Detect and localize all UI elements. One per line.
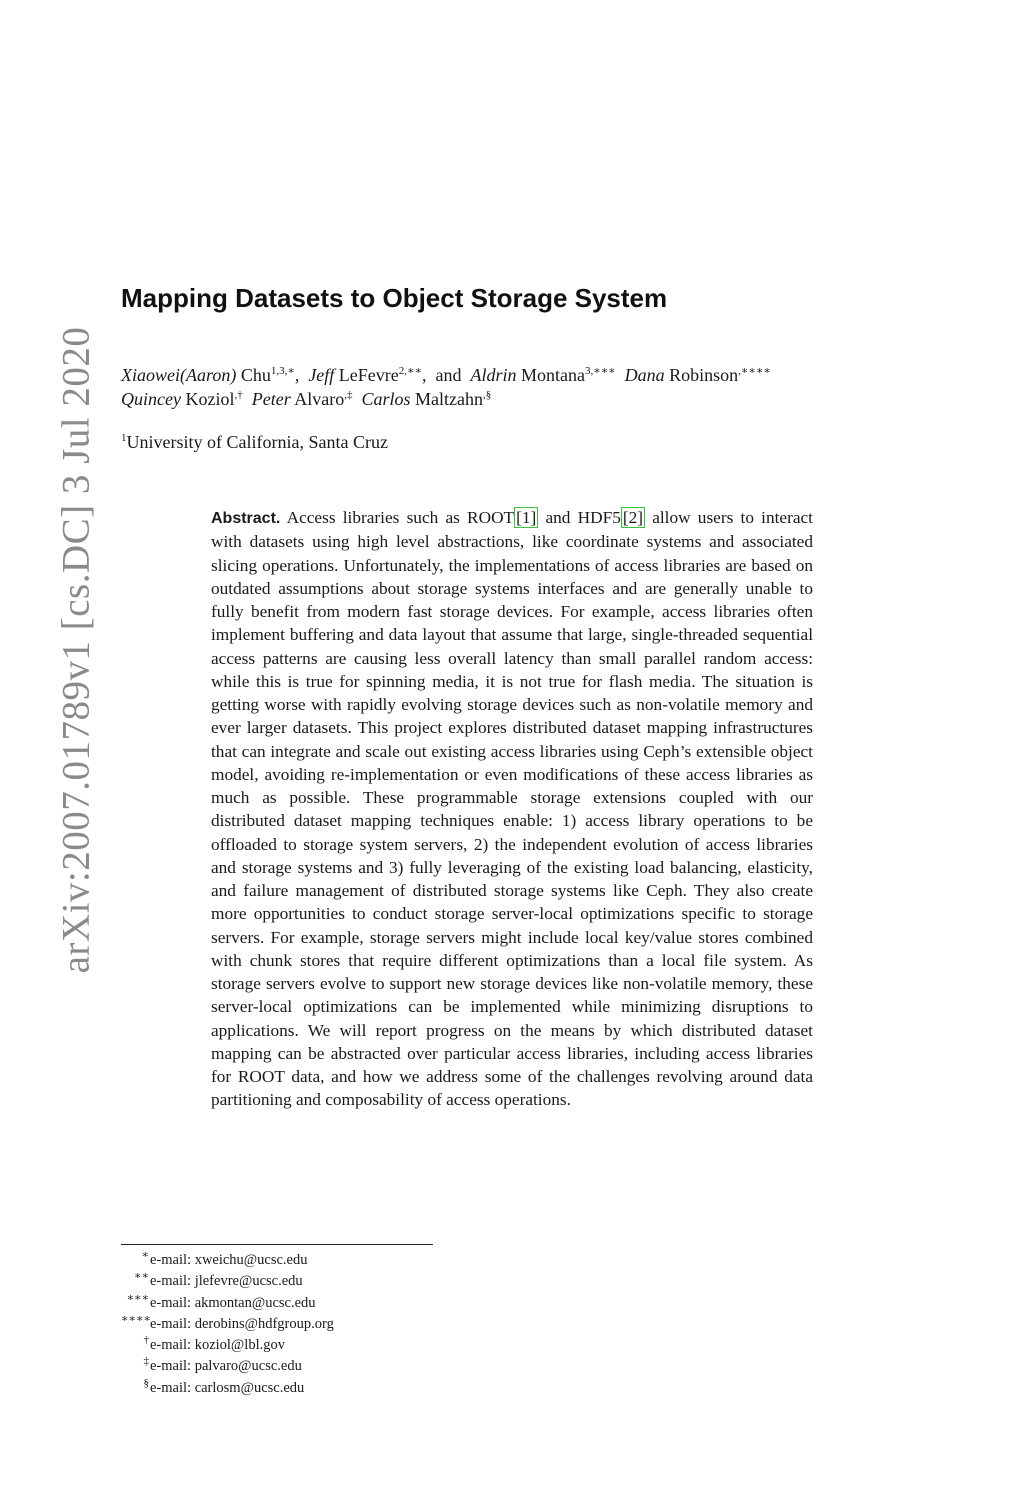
author-last-name: Montana xyxy=(520,365,585,385)
footnote xyxy=(121,1335,441,1356)
author-mark: 1,3,∗ xyxy=(270,365,295,377)
abstract-text: and HDF5 xyxy=(538,508,621,527)
footnote xyxy=(121,1378,441,1399)
author-last-name: Alvaro xyxy=(294,389,345,409)
footnote-text: e-mail: akmontan@ucsc.edu xyxy=(150,1294,316,1311)
affiliation-mark: 1 xyxy=(121,432,127,444)
author-mark: 2,∗∗ xyxy=(398,365,422,377)
author xyxy=(361,389,491,409)
author-mark: 3,∗∗∗ xyxy=(584,365,616,377)
author xyxy=(121,365,295,385)
author xyxy=(252,389,353,409)
author-first-name: Dana xyxy=(624,365,665,385)
arxiv-identifier: arXiv:2007.01789v1 [cs.DC] 3 Jul 2020 xyxy=(54,326,98,974)
footnote-mark: ∗∗ xyxy=(134,1270,149,1283)
author-last-name: Chu xyxy=(240,365,271,385)
author-first-name: Aldrin xyxy=(470,365,517,385)
author xyxy=(121,389,243,409)
author-list-line-1: Xiaowei(Aaron) Chu$^{1,3,∗}$, Jeff LeFevre$^{2,∗∗}$, and Aldrin Montana$^{3,∗∗∗}$ Dana Robinson,∗∗∗∗ xyxy=(121,365,771,385)
footnotes xyxy=(121,1250,441,1399)
footnote-text: e-mail: palvaro@ucsc.edu xyxy=(150,1358,302,1375)
footnote-text: e-mail: xweichu@ucsc.edu xyxy=(150,1252,308,1268)
author-last-name: Robinson xyxy=(669,365,739,385)
abstract-text: Access libraries such as ROOT xyxy=(286,508,515,527)
author-first-name: Quincey xyxy=(121,389,181,409)
affiliation xyxy=(121,432,388,453)
footnote-text: e-mail: koziol@lbl.gov xyxy=(150,1337,285,1354)
author xyxy=(470,365,615,385)
footnote-mark: ∗∗∗ xyxy=(126,1291,149,1304)
footnote-mark: § xyxy=(143,1376,149,1389)
author-mark: ,† xyxy=(234,389,243,401)
affiliation-text: University of California, Santa Cruz xyxy=(126,432,388,452)
footnote-mark: † xyxy=(143,1334,149,1347)
author-mark: ,∗∗∗∗ xyxy=(738,365,771,377)
abstract xyxy=(211,506,813,1112)
footnote-text: e-mail: carlosm@ucsc.edu xyxy=(150,1379,305,1396)
footnote-divider xyxy=(121,1244,433,1245)
footnote xyxy=(121,1250,441,1271)
author-last-name: Koziol xyxy=(185,389,235,409)
abstract-label: Abstract. xyxy=(211,510,281,527)
author-mark: ,§ xyxy=(482,389,492,401)
footnote xyxy=(121,1293,441,1314)
author-first-name: Peter xyxy=(251,389,291,409)
citation-link[interactable]: [1] xyxy=(516,508,537,527)
citation-link[interactable]: [2] xyxy=(622,508,643,527)
author-first-name: Jeff xyxy=(308,365,335,385)
footnote xyxy=(121,1356,441,1377)
footnote-text: e-mail: derobins@hdfgroup.org xyxy=(150,1315,334,1332)
paper-title: Mapping Datasets to Object Storage System xyxy=(121,283,668,313)
author-first-name: Carlos xyxy=(361,389,411,409)
footnote-mark: ‡ xyxy=(143,1355,149,1368)
footnote xyxy=(121,1314,441,1335)
footnote-text: e-mail: jlefevre@ucsc.edu xyxy=(150,1273,303,1290)
author-mark: ,‡ xyxy=(344,389,353,401)
footnote xyxy=(121,1271,441,1292)
and-word: and xyxy=(435,365,462,385)
author xyxy=(625,365,771,385)
author-list-line-2 xyxy=(121,389,491,410)
author xyxy=(308,365,422,385)
footnote-mark: ∗∗∗∗ xyxy=(121,1313,151,1326)
author-last-name: Maltzahn xyxy=(414,389,483,409)
abstract-text: allow users to interact with datasets using high level abstractions, like coordinate systems and associated slicing operations. Unfortunately, the implementations of access libraries are based on outdated assumptions about storage systems interfaces and are generally unable to fully benefit from modern fast storage devices. For example, access libraries often implement buffering and data layout that assume that large, single-threaded sequential access patterns are causing less overall latency than small parallel random access: while this is true for spinning media, it is not true for flash media. The situation is getting worse with rapidly evolving storage devices such as non-volatile memory and ever larger datasets. This project explores distributed dataset mapping infrastructures that can integrate and scale out existing access libraries using Ceph’s extensible object model, avoiding re-implementation or even modifications of these access libraries as much as possible. These programmable storage extensions coupled with our distributed dataset mapping techniques enable: 1) access library operations to be offloaded to storage system servers, 2) the independent evolution of access libraries and storage systems and 3) fully leveraging of the existing load balancing, elasticity, and failure management of distributed storage systems like Ceph. They also create more opportunities to conduct storage server-local optimizations specific to storage servers. For example, storage servers might include local key/value stores combined with chunk stores that require different optimizations than a local file system. As storage servers evolve to support new storage devices like non-volatile memory, these server-local optimizations can be implemented while minimizing disruptions to applications. We will report progress on the means by which distributed dataset mapping can be abstracted over particular access libraries, including access libraries for ROOT data, and how we address some of the challenges revolving around data partitioning and composability of access operations. xyxy=(211,508,813,1110)
footnote-mark: ∗ xyxy=(141,1249,149,1262)
author-last-name: LeFevre xyxy=(338,365,399,385)
author-first-name: Xiaowei(Aaron) xyxy=(121,365,237,385)
